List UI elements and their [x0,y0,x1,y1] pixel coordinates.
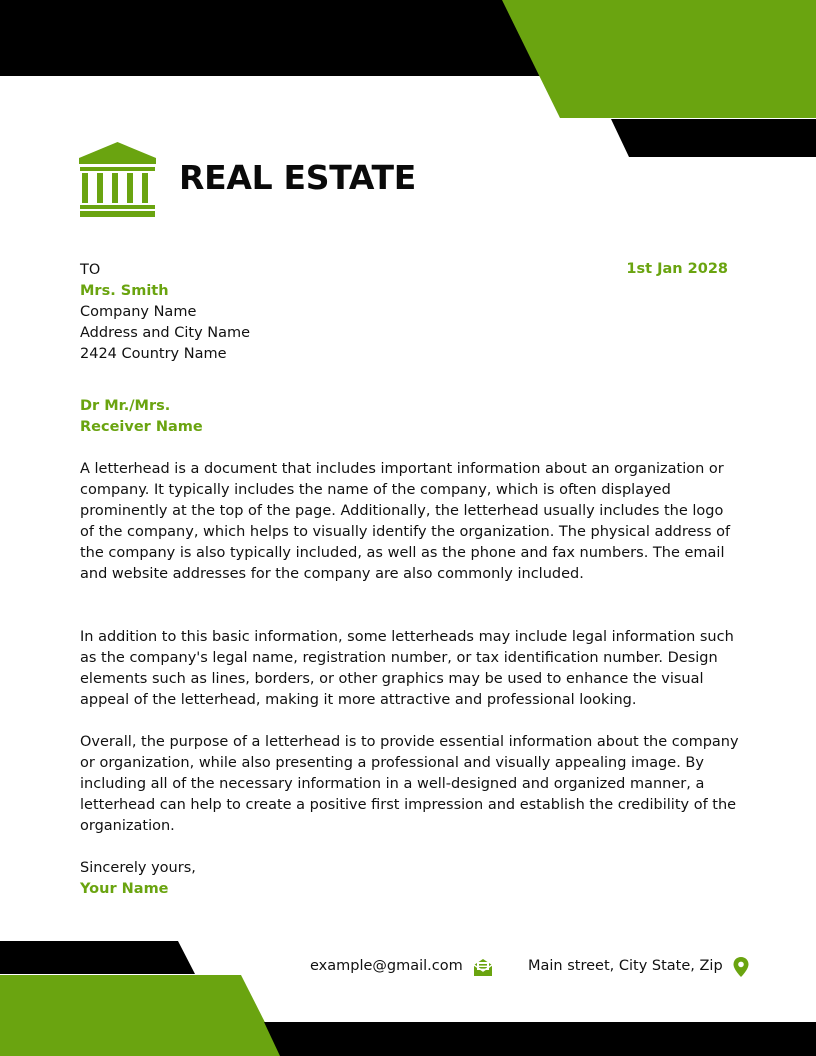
body-paragraph-2: In addition to this basic information, some letterheads may include legal information such as the company's legal name, registration number, or tax identification number. Design elements such as lines, borders, or other graphics may be used to enhance the visual appeal of the letterhead, making it more attractive and professional looking. [80,629,734,708]
top-green-band [502,0,816,118]
recipient-name: Mrs. Smith [80,283,169,299]
letter-date: 1st Jan 2028 [626,261,728,277]
map-pin-icon [733,957,749,977]
bottom-left-green-band [0,975,282,1056]
salutation-receiver: Receiver Name [80,419,203,435]
footer-email-text[interactable]: example@gmail.com [310,958,463,974]
envelope-open-icon [473,957,493,977]
closing-line: Sincerely yours, [80,860,196,876]
salutation-title: Dr Mr./Mrs. [80,398,171,414]
brand-name: REAL ESTATE [179,158,416,197]
footer-address [528,956,749,977]
bank-building-icon [79,142,156,218]
bottom-black-band [264,1022,816,1056]
body-paragraph-3: Overall, the purpose of a letterhead is to provide essential information about the company or organization, while also presenting a professional and visually appealing image. By including all of the necessary information in a well-designed and organized manner, a letterhead can help to create a positive first impression and establish the credibility of the organization. [80,734,739,834]
signature-name: Your Name [80,881,169,897]
bottom-left-black-band [0,941,195,974]
footer-address-text: Main street, City State, Zip [528,958,723,974]
top-right-black-band [611,119,816,157]
body-paragraph-1: A letterhead is a document that includes important information about an organization or company. It typically includes the name of the company, which is often displayed prominently at the top of the page. Additionally, the letterhead usually includes the logo of the company, which helps to visually identify the organization. The physical address of the company is also typically included, as well as the phone and fax numbers. The email and website addresses for the company are also commonly included. [80,461,731,582]
company-name: Company Name [80,304,197,320]
to-label: TO [80,262,101,278]
top-black-band [0,0,540,76]
address-line: Address and City Name [80,325,251,341]
country-line: 2424 Country Name [80,346,227,362]
footer-email[interactable] [310,956,493,977]
